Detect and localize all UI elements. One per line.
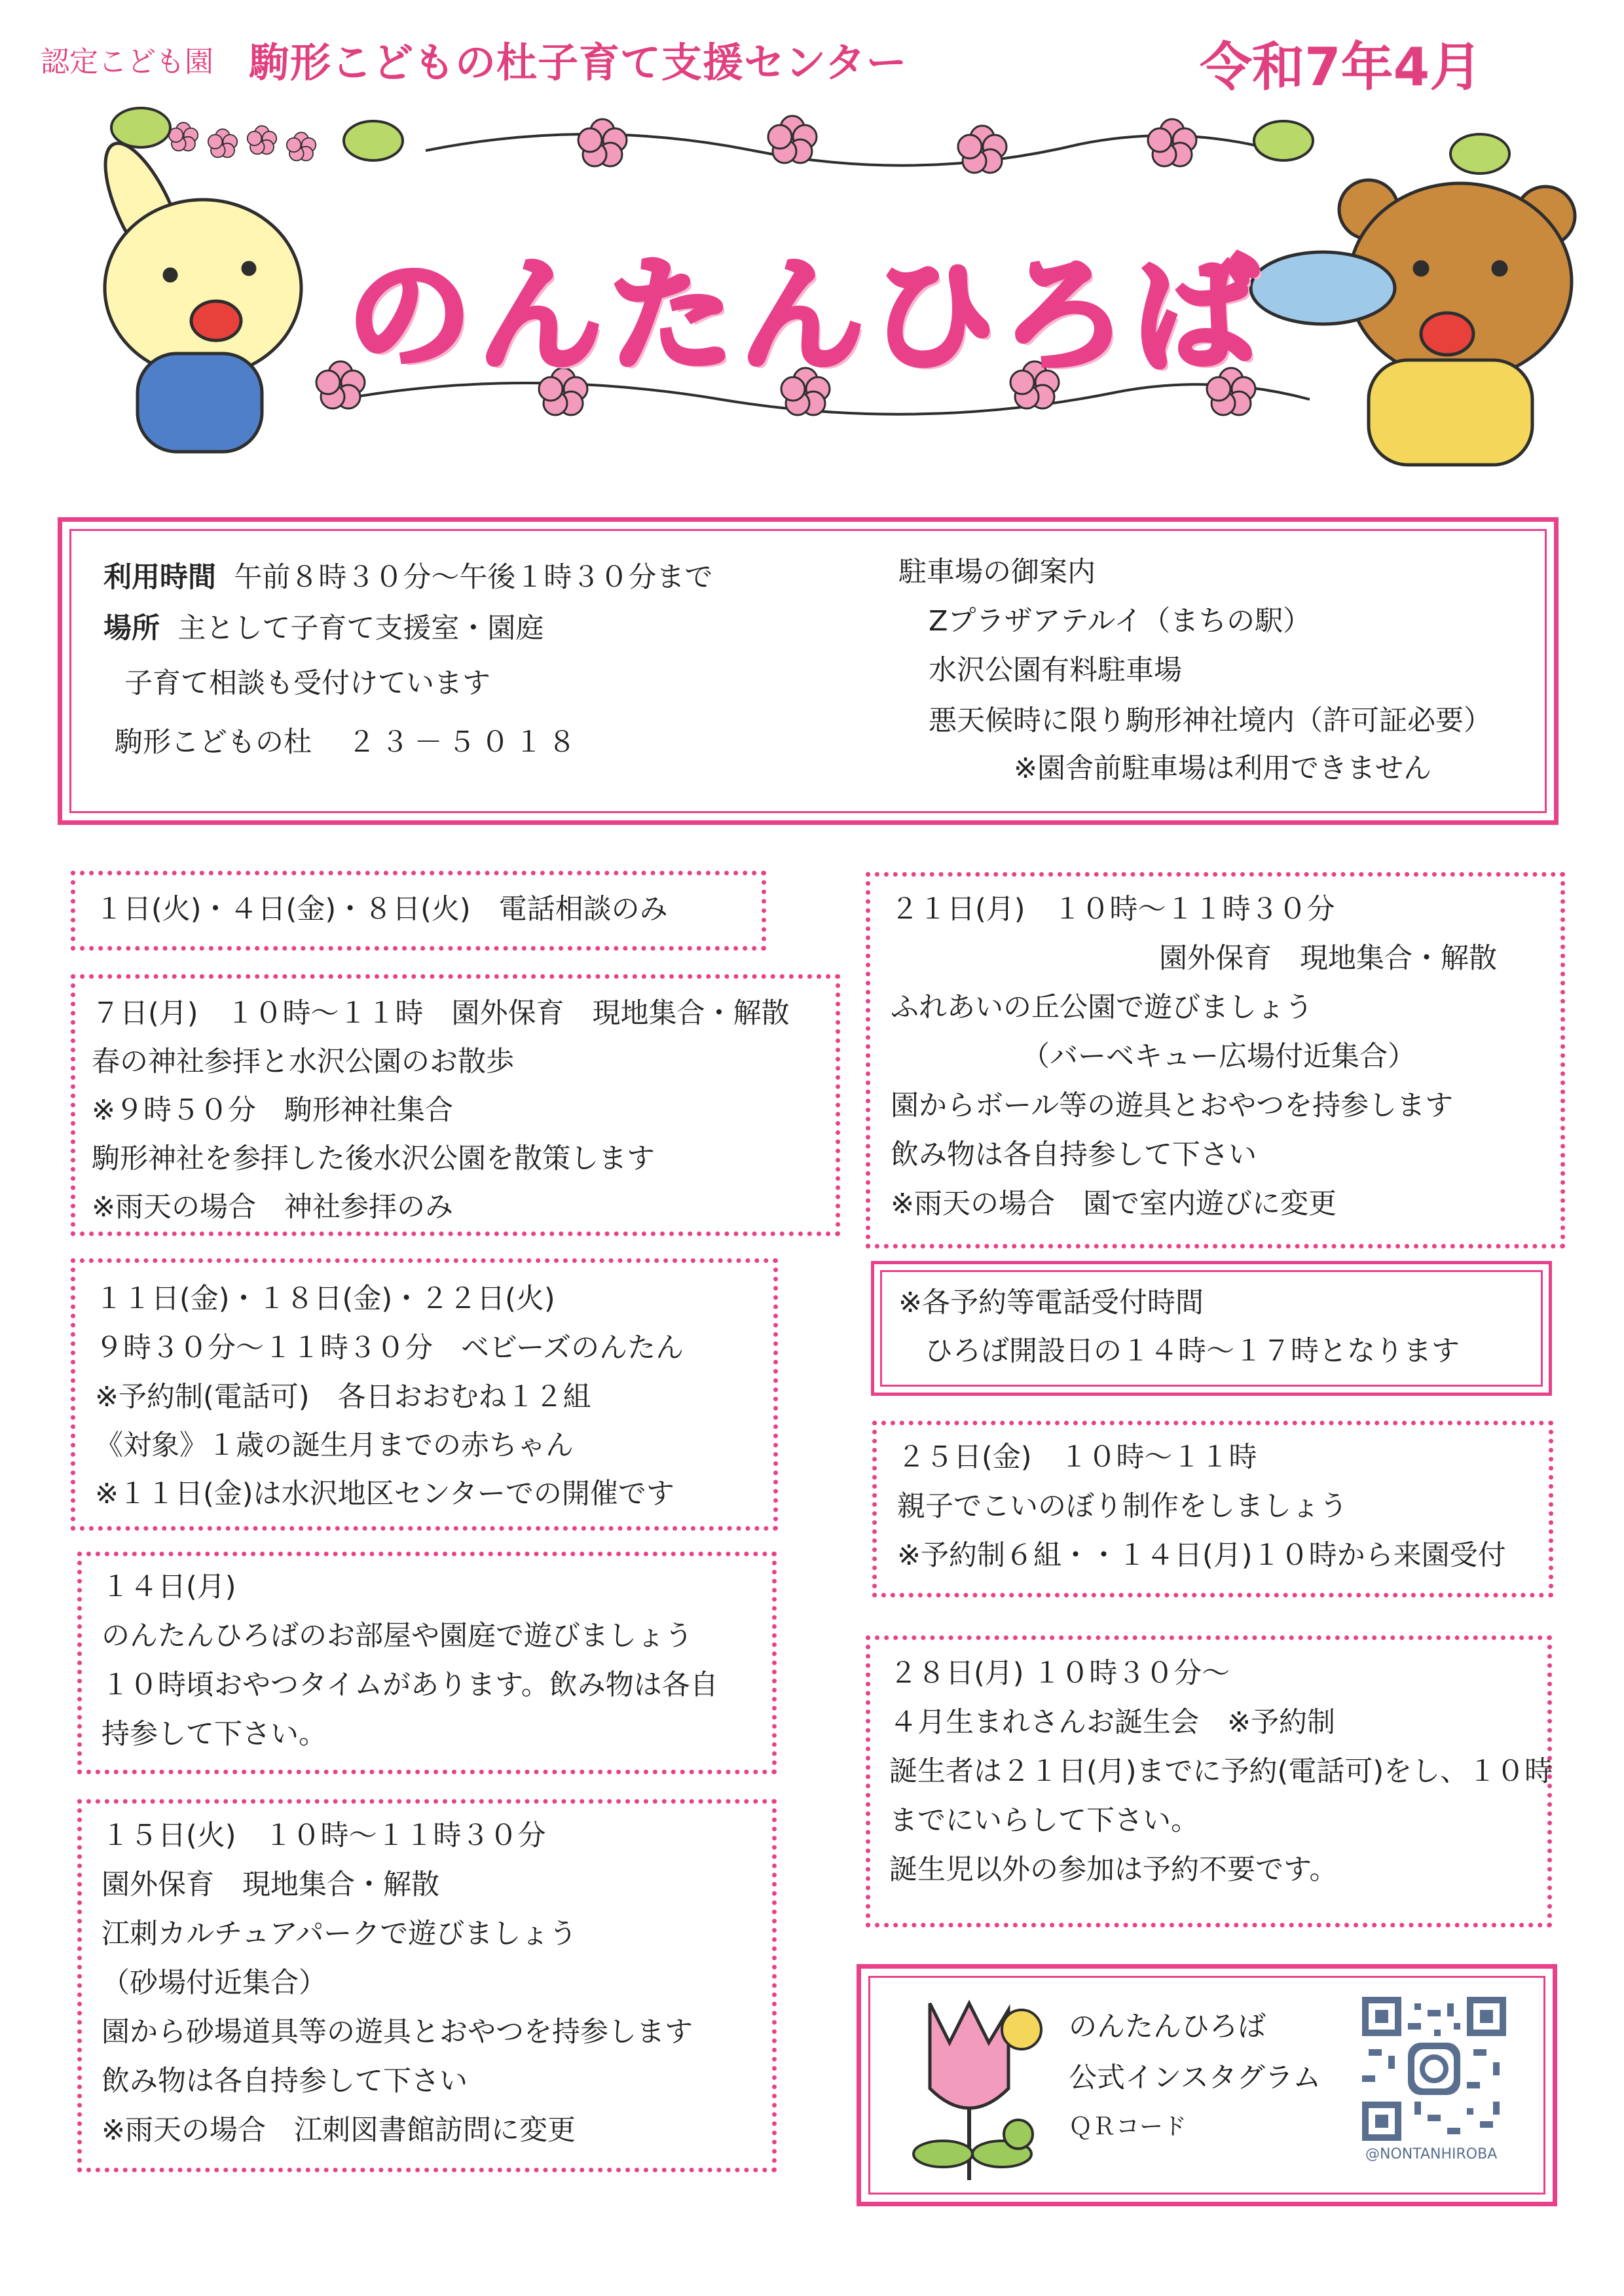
event-line: １０時頃おやつタイムがあります。飲み物は各自 [101, 1669, 718, 1702]
event-line: 江刺カルチュアパークで遊びましょう [101, 1918, 578, 1950]
phone-name: 駒形こどもの杜 [115, 726, 312, 759]
hours-value: 午前８時３０分～午後１時３０分まで [234, 561, 713, 594]
phone-number: ２３－５０１８ [347, 726, 581, 759]
event-line: 飲み物は各自持参して下さい [101, 2065, 468, 2098]
reservation-line: ※各予約等電話受付時間 [898, 1286, 1204, 1319]
qr-code[interactable] [1362, 1997, 1506, 2141]
instagram-line3: ＱＲコード [1069, 2113, 1187, 2140]
parking-item: Ζプラザアテルイ（まちの駅） [929, 605, 1312, 638]
event-line: ７日(月) １０時～１１時 園外保育 現地集合・解散 [92, 997, 790, 1030]
event-line: ふれあいの丘公園で遊びましょう [891, 991, 1313, 1024]
event-line: 園からボール等の遊具とおやつを持参します [891, 1089, 1454, 1122]
instagram-handle: @NONTANHIROBA [1365, 2146, 1498, 2162]
hours-label: 利用時間 [103, 561, 216, 594]
event-line: 誕生者は２１日(月)までに予約(電話可)をし、１０時 [889, 1755, 1553, 1788]
parking-item: 悪天候時に限り駒形神社境内（許可証必要） [929, 704, 1492, 737]
event-line: ４月生まれさんお誕生会 ※予約制 [889, 1706, 1336, 1739]
event-line: （バーベキュー広場付近集合） [1022, 1040, 1416, 1073]
page-title: のんたんひろば [347, 244, 1264, 388]
event-line: ※雨天の場合 江刺図書館訪問に変更 [101, 2114, 576, 2147]
instagram-line1: のんたんひろば [1069, 2011, 1266, 2043]
instagram-line2: 公式インスタグラム [1069, 2062, 1321, 2094]
event-line: ２８日(月) １０時３０分～ [889, 1657, 1230, 1690]
event-line: 駒形神社を参拝した後水沢公園を散策します [92, 1142, 655, 1175]
event-line: ２５日(金) １０時～１１時 [897, 1441, 1257, 1474]
event-line: 春の神社参拝と水沢公園のお散歩 [92, 1046, 514, 1078]
event-line: ※１１日(金)は水沢地区センターでの開催です [95, 1478, 674, 1510]
event-line: 園から砂場道具等の遊具とおやつを持参します [101, 2016, 693, 2049]
event-line: までにいらして下さい。 [889, 1804, 1199, 1837]
event-line: のんたんひろばのお部屋や園庭で遊びましょう [101, 1620, 693, 1652]
event-line: １日(火)・４日(金)・８日(火) 電話相談のみ [95, 893, 668, 926]
event-line: １１日(金)・１８日(金)・２２日(火) [95, 1283, 555, 1315]
header-date: 令和7年4月 [1200, 37, 1483, 98]
event-line: ９時３０分～１１時３０分 ベビーズのんたん [95, 1332, 684, 1364]
event-line: 飲み物は各自持参して下さい [891, 1139, 1257, 1171]
tulip-illustration [877, 1990, 1048, 2187]
event-line: 園外保育 現地集合・解散 [101, 1868, 439, 1901]
place-value: 主として子育て支援室・園庭 [177, 612, 544, 645]
parking-item: ※園舎前駐車場は利用できません [1014, 752, 1432, 785]
event-line: ※予約制(電話可) 各日おおむね１２組 [95, 1381, 591, 1413]
event-line: １５日(火) １０時～１１時３０分 [101, 1819, 546, 1852]
event-line: 持参して下さい。 [101, 1718, 327, 1751]
parking-item: 水沢公園有料駐車場 [929, 654, 1182, 687]
event-line: 園外保育 現地集合・解散 [1159, 942, 1497, 975]
reservation-line: ひろば開設日の１４時～１７時となります [925, 1335, 1460, 1368]
event-line: ※予約制６組・・１４日(月)１０時から来園受付 [897, 1539, 1506, 1572]
consult-text: 子育て相談も受付けています [124, 667, 490, 700]
header-small-label: 認定こども園 [41, 45, 213, 79]
event-line: （砂場付近集合） [101, 1967, 327, 1999]
parking-title: 駐車場の御案内 [898, 556, 1096, 589]
place-label: 場所 [103, 612, 160, 645]
event-line: ※雨天の場合 園で室内遊びに変更 [891, 1188, 1337, 1220]
event-line: ２１日(月) １０時～１１時３０分 [891, 893, 1335, 926]
event-line: 誕生児以外の参加は予約不要です。 [889, 1853, 1338, 1886]
event-line: １４日(月) [101, 1571, 236, 1603]
event-line: 《対象》１歳の誕生月までの赤ちゃん [95, 1429, 574, 1462]
event-line: ※９時５０分 駒形神社集合 [92, 1094, 454, 1127]
event-line: ※雨天の場合 神社参拝のみ [92, 1191, 454, 1224]
event-line: 親子でこいのぼり制作をしましょう [897, 1490, 1348, 1523]
header-center-name: 駒形こどもの杜子育て支援センター [249, 39, 908, 86]
